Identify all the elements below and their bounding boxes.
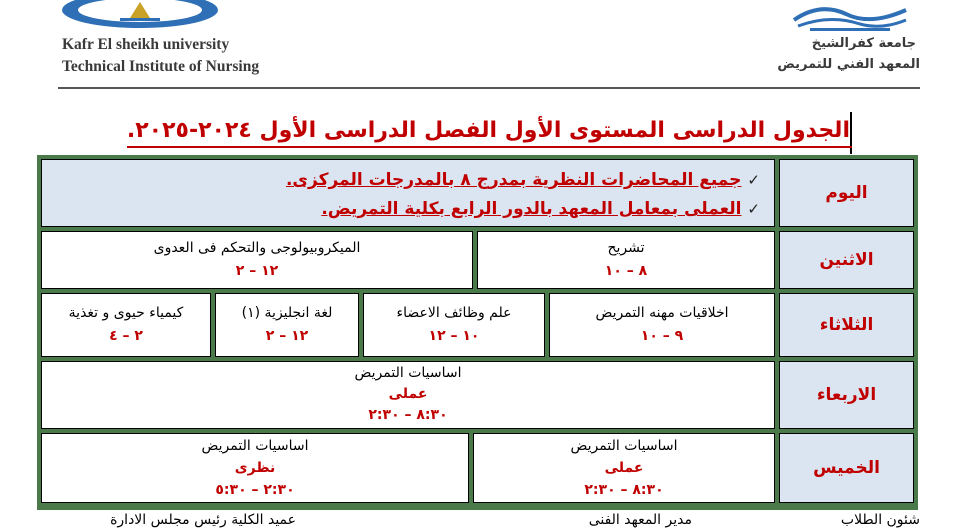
session-time: ١٢ – ٢ [265, 328, 309, 344]
session-cell [215, 293, 359, 357]
day-wednesday: الاربعاء [779, 361, 914, 429]
session-time: ٨ – ١٠ [604, 263, 648, 279]
institute-name-en: Technical Institute of Nursing [62, 58, 260, 75]
signature-dean: عميد الكلية رئيس مجلس الادارة [110, 512, 296, 528]
session-subject: اساسيات التمريض [201, 438, 309, 454]
session-cell [549, 293, 775, 357]
session-cell [41, 293, 211, 357]
session-kind: عملى [388, 386, 428, 402]
session-kind: عملى [604, 460, 644, 476]
session-cell [41, 231, 473, 289]
day-monday: الاثنين [779, 231, 914, 289]
session-subject: الميكروبيولوجى والتحكم فى العدوى [153, 240, 361, 256]
day-header: اليوم [779, 159, 914, 227]
institute-logo [790, 0, 910, 34]
session-time: ٢:٣٠ – ٥:٣٠ [215, 482, 295, 498]
notes-cell [41, 159, 775, 227]
note-lectures: ✓جميع المحاضرات النظرية بمدرج ٨ بالمدرجات المركزى. [285, 170, 760, 190]
schedule-table [37, 155, 918, 510]
session-cell [41, 433, 469, 503]
checkmark-icon: ✓ [747, 171, 760, 189]
session-time: ٩ – ١٠ [640, 328, 684, 344]
session-subject: علم وظائف الاعضاء [396, 305, 512, 321]
session-subject: اساسيات التمريض [354, 365, 462, 381]
university-logo [60, 0, 220, 32]
session-time: ١٢ – ٢ [235, 263, 279, 279]
page-title: الجدول الدراسى المستوى الأول الفصل الدراسى الأول ٢٠٢٤-٢٠٢٥. [127, 116, 852, 148]
session-subject: اساسيات التمريض [570, 438, 678, 454]
checkmark-icon: ✓ [747, 200, 760, 218]
day-thursday: الخميس [779, 433, 914, 503]
session-time: ١٠ – ١٢ [428, 328, 480, 344]
session-subject: لغة انجليزية (١) [241, 305, 333, 321]
session-cell [363, 293, 545, 357]
session-time: ٨:٣٠ – ٢:٣٠ [584, 482, 664, 498]
session-subject: كيمياء حيوى و تغذية [68, 305, 184, 321]
university-name-en: Kafr El sheikh university [62, 36, 230, 53]
session-kind: نظرى [234, 460, 276, 476]
day-tuesday: الثلاثاء [779, 293, 914, 357]
institute-name-ar: المعهد الفني للتمريض [777, 57, 920, 72]
session-cell [41, 361, 775, 429]
university-name-ar: جامعة كفرالشيخ [811, 36, 916, 51]
session-time: ٨:٣٠ – ٢:٣٠ [368, 407, 448, 423]
session-subject: اخلاقيات مهنه التمريض [595, 305, 729, 321]
session-time: ٢ – ٤ [109, 328, 143, 344]
session-subject: تشريح [607, 240, 645, 256]
session-cell [473, 433, 775, 503]
header-divider [58, 87, 920, 89]
signature-institute-director: مدير المعهد الفنى [588, 512, 692, 528]
signature-student-affairs: شئون الطلاب [840, 512, 920, 528]
note-practical: ✓العملى بمعامل المعهد بالدور الرابع بكلية التمريض. [321, 199, 760, 219]
session-cell [477, 231, 775, 289]
